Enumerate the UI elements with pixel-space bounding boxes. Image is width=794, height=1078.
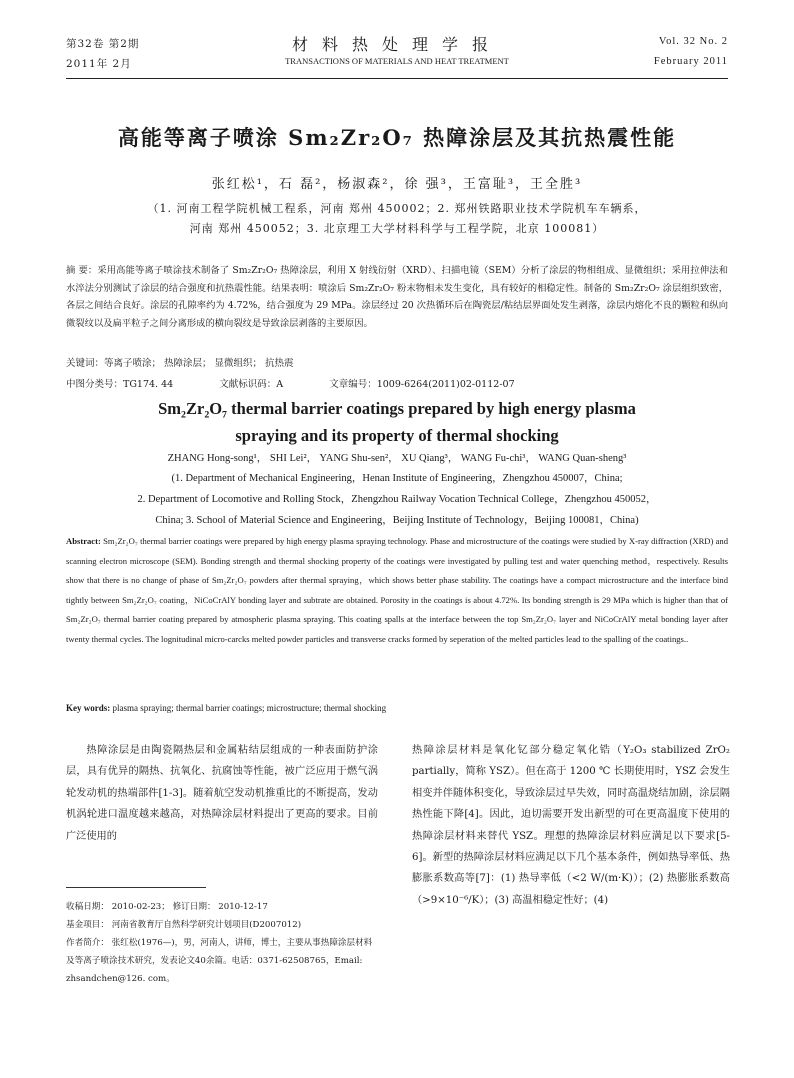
title-en (66, 395, 728, 449)
title-en-line-2: spraying and its property of thermal shocking (235, 426, 559, 445)
title-en-line-1: Sm₂Zr₂O₇ thermal barrier coatings prepared by high energy plasma (158, 399, 636, 418)
abstract-en-label: Abstract: (66, 536, 101, 546)
footnote-received: 收稿日期： 2010-02-23； 修订日期： 2010-12-17 (66, 902, 268, 912)
volume-cn: 第32卷 第2期 (66, 38, 140, 50)
date-en: February 2011 (653, 56, 728, 67)
affiliation-cn-2: 河南 郑州 450052；3. 北京理工大学材料科学与工程学院，北京 100081） (189, 222, 605, 235)
affiliation-en-1: (1. Department of Mechanical Engineering，Henan Institute of Engineering，Zhengzhou 450007，China; (171, 473, 623, 484)
keywords-en-text: plasma spraying; thermal barrier coatings; microstructure; thermal shocking (112, 703, 387, 713)
abstract-en-text: Sm₂Zr₂O₇ thermal barrier coatings were prepared by high energy plasma spraying technology. Phase and microstructure of the coatings were studied by X-ray diffraction (XRD) and scanning electron microscope (SEM). Bonding strength and thermal shocking property of the coatings were investigated by pulling test and water quenching method，respectively. Results show that there is no change of phase of Sm₂Zr₂O₇ powders after thermal spraying，which shows better phase stability. The coatings have a compact microstructure and the interface bind tightly between Sm₂Zr₂O₇ coating，NiCoCrAlY bonding layer and subtrate are obtained. Porosity in the coatings is about 4.72%. Its bonding strength is 29 MPa which is higher than that of Sm₂Zr₂O₇ thermal barrier coating prepared by atmospheric plasma spraying. This coating spalls at the interface between the top Sm₂Zr₂O₇ layer and NiCoCrAlY metal bonding layer after twenty thermal cycles. The lognitudinal micro-carcks melted powder particles and transverse cracks formed by seperation of the melted particles lead to the spalling of the coatings.. (66, 536, 728, 644)
abstract-en (66, 532, 728, 649)
journal-name-en: TRANSACTIONS OF MATERIALS AND HEAT TREATMENT (285, 56, 509, 66)
authors-en: ZHANG Hong-song¹， SHI Lei²， YANG Shu-sen²， XU Qiang³， WANG Fu-chi³， WANG Quan-sheng³ (167, 453, 627, 464)
page-header (66, 36, 728, 76)
date-cn: 2011年 2月 (66, 58, 132, 70)
affiliation-cn-1: （1. 河南工程学院机械工程系，河南 郑州 450002；2. 郑州铁路职业技术学院机车车辆系， (147, 202, 647, 215)
volume-en: Vol. 32 No. 2 (658, 36, 728, 47)
clc-number: 中图分类号：TG174. 44 (66, 379, 174, 390)
body-column-left (66, 740, 378, 847)
authors-cn: 张红松¹，石 磊²，杨淑森²，徐 强³，王富耻³，王全胜³ (211, 177, 583, 192)
classification-row (66, 376, 728, 390)
keywords-en-label: Key words: (66, 703, 111, 713)
keywords-en (66, 703, 728, 713)
body-paragraph: 热障涂层是由陶瓷隔热层和金属粘结层组成的一种表面防护涂层，具有优异的隔热、抗氧化、抗腐蚀等性能，被广泛应用于燃气涡轮发动机的热端部件[1-3]。随着航空发动机推重比的不断提高，发动机涡轮进口温度越来越高，对热障涂层材料提出了更高的要求。目前广泛使用的 (66, 745, 378, 842)
footnote-fund: 基金项目： 河南省教育厅自然科学研究计划项目(D2007012) (66, 920, 302, 930)
title-cn: 高能等离子喷涂 Sm₂Zr₂O₇ 热障涂层及其抗热震性能 (117, 125, 677, 150)
footnotes (66, 898, 378, 988)
document-code: 文献标识码：A (219, 379, 284, 390)
article-number: 文章编号：1009-6264(2011)02-0112-07 (329, 379, 515, 390)
body-column-right (412, 740, 730, 911)
journal-name-cn: 材料热处理学报 (291, 35, 502, 54)
footnote-author: 作者简介： 张红松(1976—)，男，河南人，讲师，博士，主要从事热障涂层材料及等离子喷涂技术研究，发表论文40余篇。电话：0371-62508765，Email: zhsandchen@126. com。 (66, 938, 373, 984)
header-rule (66, 78, 728, 79)
affiliation-en-2: 2. Department of Locomotive and Rolling Stock，Zhengzhou Railway Vocation Technical College，Zhengzhou 450052， (137, 494, 657, 505)
abstract-cn: 摘 要：采用高能等离子喷涂技术制备了 Sm₂Zr₂O₇ 热障涂层，利用 X 射线衍射（XRD）、扫描电镜（SEM）分析了涂层的物相组成、显微组织；采用拉伸法和水淬法分别测试了涂层的结合强度和抗热震性能。结果表明：喷涂后 Sm₂Zr₂O₇ 粉末物相未发生变化，具有较好的相稳定性。制备的 Sm₂Zr₂O₇ 涂层组织致密，各层之间结合良好。涂层的孔隙率约为 4.72%，结合强度为 29 MPa。涂层经过 20 次热循环后在陶瓷层/粘结层界面处发生剥落，涂层内熔化不良的颗粒和纵向微裂纹以及扁平粒子之间分离形成的横向裂纹是导致涂层剥落的主要原因。 (66, 265, 728, 329)
affiliation-en-3: China; 3. School of Material Science and Engineering，Beijing Institute of Technology，Beijing 100081，China) (155, 515, 639, 526)
keywords-cn: 关键词：等离子喷涂； 热障涂层； 显微组织； 抗热震 (66, 358, 294, 369)
footnote-rule (66, 887, 206, 888)
body-paragraph-right: 热障涂层材料是氧化钇部分稳定氧化锆（Y₂O₃ stabilized ZrO₂ partially，简称 YSZ）。但在高于 1200 ℃ 长期使用时，YSZ 会发生相变并伴随体积变化，导致涂层过早失效，同时高温烧结加剧，涂层隔热性能下降[4]。因此，迫切需要开发出新型的可在更高温度下使用的热障涂层材料来替代 YSZ。理想的热障涂层材料应满足以下要求[5-6]。新型的热障涂层材料应满足以下几个基本条件，例如热导率低、热膨胀系数高等[7]：(1) 热导率低（<2 W/(m·K)）；(2) 热膨胀系数高（>9×10⁻⁶/K）；(3) 高温相稳定性好；(4) (412, 745, 730, 906)
